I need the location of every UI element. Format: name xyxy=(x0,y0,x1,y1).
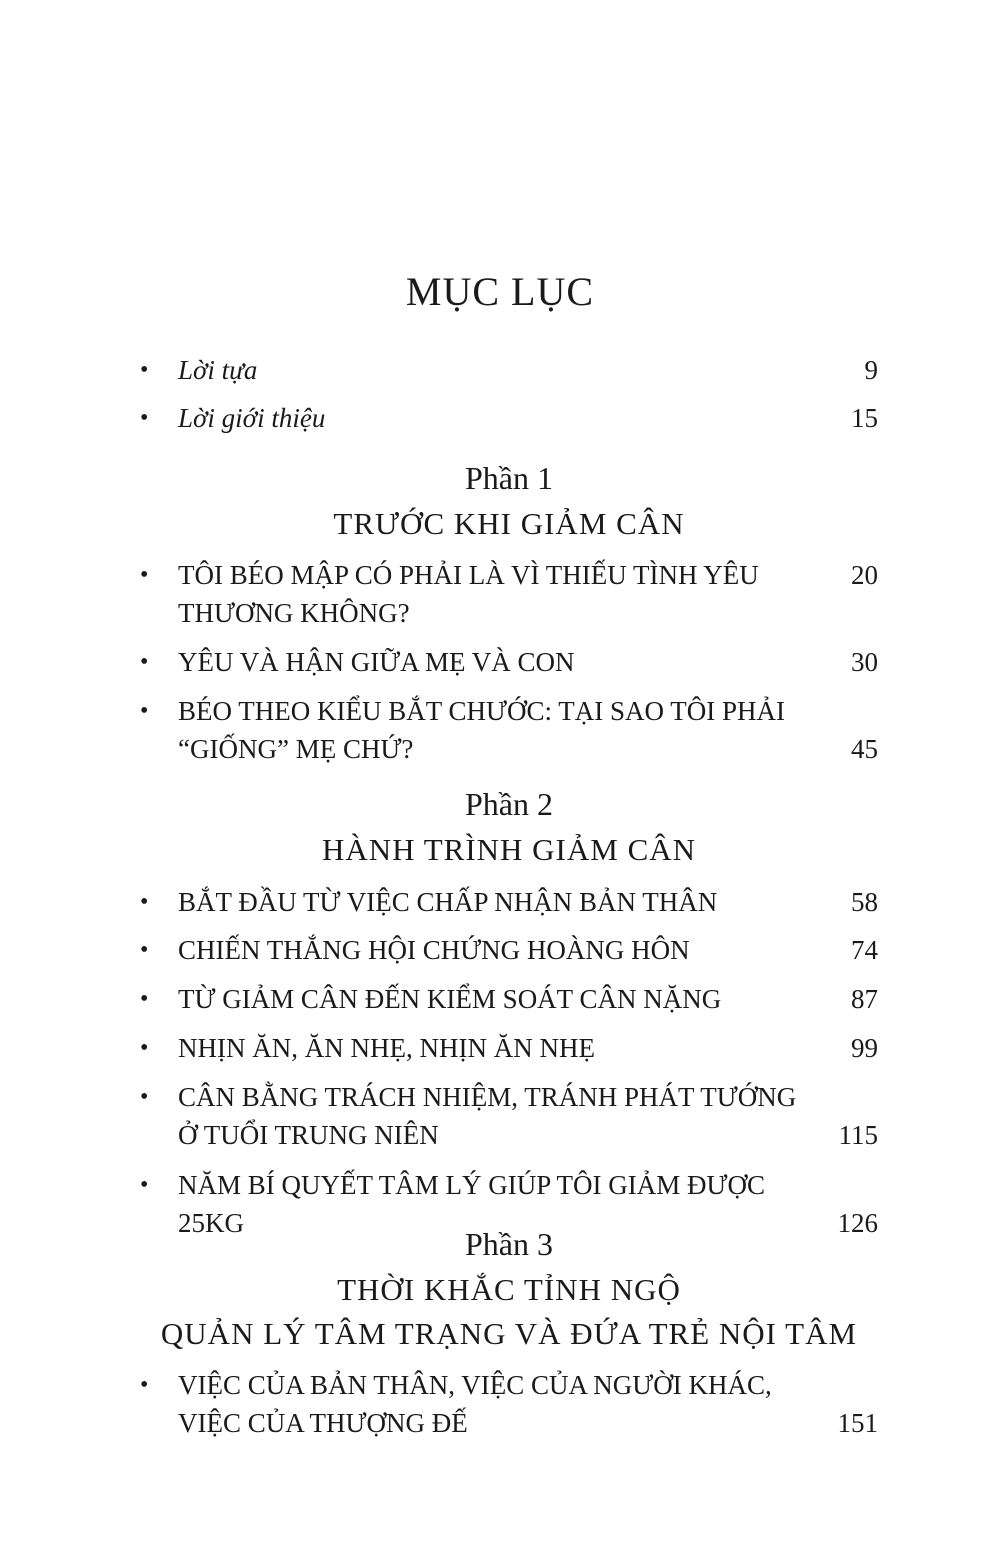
bullet-icon: • xyxy=(140,1172,149,1198)
toc-entry-page: 99 xyxy=(851,1033,878,1063)
toc-entry-text: TỪ GIẢM CÂN ĐẾN KIỂM SOÁT CÂN NẶNG xyxy=(178,984,722,1014)
toc-entry-preface[interactable] xyxy=(140,351,878,389)
part-3-label: Phần 3 xyxy=(465,1226,553,1262)
toc-entry-page: 15 xyxy=(851,403,878,433)
part-1-title: TRƯỚC KHI GIẢM CÂN xyxy=(333,506,685,541)
part-1-label: Phần 1 xyxy=(465,460,553,496)
part-3-title-line-1: THỜI KHẮC TỈNH NGỘ xyxy=(337,1272,681,1307)
bullet-icon: • xyxy=(140,986,149,1012)
toc-entry-page: 20 xyxy=(851,560,878,590)
bullet-icon: • xyxy=(140,1372,149,1398)
toc-entry-page: 87 xyxy=(851,984,878,1014)
toc-entry-page: 58 xyxy=(851,887,878,917)
bullet-icon: • xyxy=(140,1035,149,1061)
toc-entry-text: BÉO THEO KIỂU BẮT CHƯỚC: TẠI SAO TÔI PHẢI “GIỐNG” MẸ CHỨ? xyxy=(178,696,785,764)
part-2-label: Phần 2 xyxy=(465,786,553,822)
part-2-title: HÀNH TRÌNH GIẢM CÂN xyxy=(321,832,697,867)
toc-entry[interactable] xyxy=(140,1366,878,1442)
toc-entry[interactable] xyxy=(140,692,878,768)
toc-entry[interactable] xyxy=(140,643,878,681)
toc-entry-page: 126 xyxy=(837,1208,878,1238)
toc-entry-introduction[interactable] xyxy=(140,399,878,437)
bullet-icon: • xyxy=(140,649,149,675)
bullet-icon: • xyxy=(140,889,149,915)
toc-entry-text: Lời giới thiệu xyxy=(178,403,326,433)
toc-entry-text: NĂM BÍ QUYẾT TÂM LÝ GIÚP TÔI GIẢM ĐƯỢC 25KG xyxy=(178,1170,765,1238)
bullet-icon: • xyxy=(140,698,149,724)
bullet-icon: • xyxy=(140,937,149,963)
toc-entry-text: VIỆC CỦA BẢN THÂN, VIỆC CỦA NGƯỜI KHÁC, VIỆC CỦA THƯỢNG ĐẾ xyxy=(178,1370,772,1438)
part-3-title-line-2: QUẢN LÝ TÂM TRẠNG VÀ ĐỨA TRẺ NỘI TÂM xyxy=(160,1316,858,1351)
toc-entry-text: YÊU VÀ HẬN GIỮA MẸ VÀ CON xyxy=(178,647,575,677)
toc-entry[interactable] xyxy=(140,1029,878,1067)
toc-entry-page: 115 xyxy=(838,1120,878,1150)
toc-entry[interactable] xyxy=(140,883,878,921)
toc-entry-page: 30 xyxy=(851,647,878,677)
toc-entry-text: TÔI BÉO MẬP CÓ PHẢI LÀ VÌ THIẾU TÌNH YÊU THƯƠNG KHÔNG? xyxy=(178,560,759,628)
bullet-icon: • xyxy=(140,1084,149,1110)
bullet-icon: • xyxy=(140,357,149,383)
toc-entry-page: 9 xyxy=(864,355,878,385)
toc-entry-text: CHIẾN THẮNG HỘI CHỨNG HOÀNG HÔN xyxy=(178,935,690,965)
toc-title: MỤC LỤC xyxy=(405,269,595,314)
bullet-icon: • xyxy=(140,562,149,588)
toc-entry-text: BẮT ĐẦU TỪ VIỆC CHẤP NHẬN BẢN THÂN xyxy=(178,887,718,917)
toc-entry[interactable] xyxy=(140,556,878,632)
toc-entry[interactable] xyxy=(140,1078,878,1154)
toc-entry-page: 45 xyxy=(851,734,878,764)
toc-entry-text: Lời tựa xyxy=(178,355,258,385)
toc-entry[interactable] xyxy=(140,980,878,1018)
toc-entry-page: 74 xyxy=(851,935,878,965)
toc-entry-text: CÂN BẰNG TRÁCH NHIỆM, TRÁNH PHÁT TƯỚNG Ở TUỔI TRUNG NIÊN xyxy=(178,1082,797,1150)
toc-entry[interactable] xyxy=(140,931,878,969)
toc-entry-text: NHỊN ĂN, ĂN NHẸ, NHỊN ĂN NHẸ xyxy=(178,1033,595,1063)
toc-entry-page: 151 xyxy=(837,1408,878,1438)
bullet-icon: • xyxy=(140,405,149,431)
